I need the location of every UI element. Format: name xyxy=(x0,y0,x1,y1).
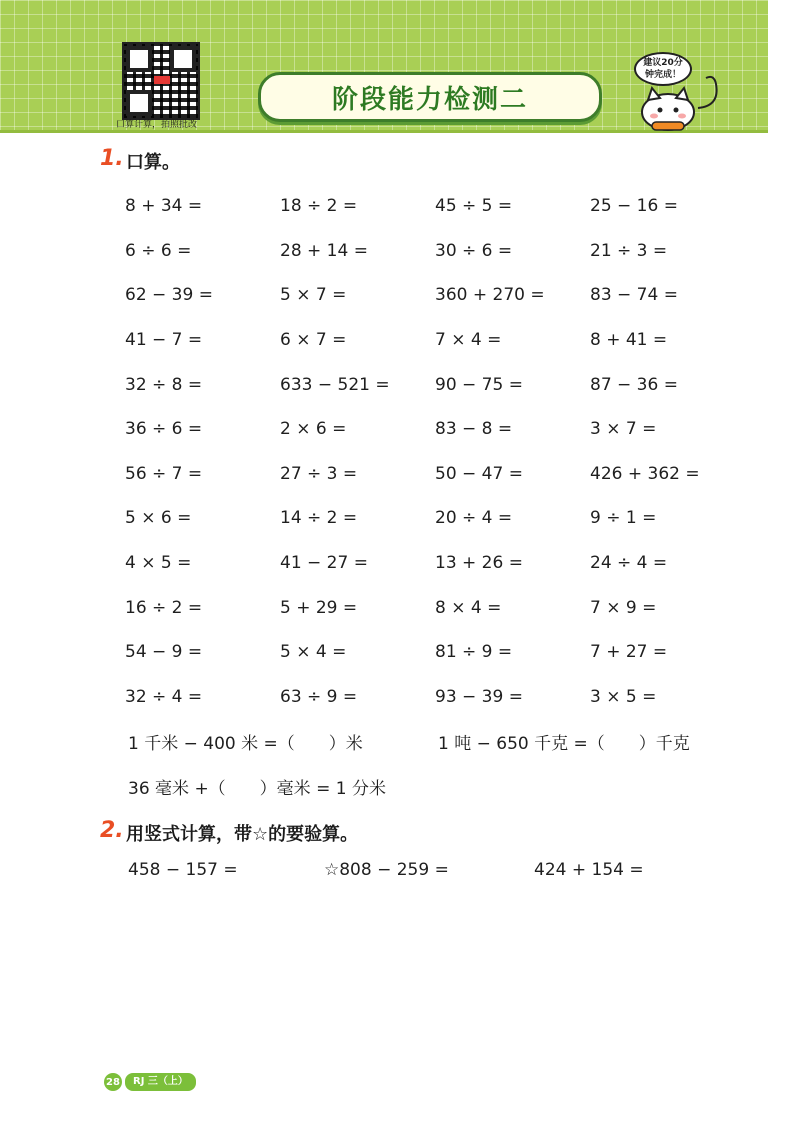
problem-item: 54 − 9 = xyxy=(125,642,203,663)
problem-item: 9 ÷ 1 = xyxy=(590,508,657,529)
problem-row xyxy=(125,318,745,363)
vertical-calc-item: 458 − 157 = xyxy=(128,860,238,880)
problem-item: 45 ÷ 5 = xyxy=(435,196,513,217)
problem-item: 30 ÷ 6 = xyxy=(435,240,513,261)
problem-row xyxy=(125,585,745,630)
problem-item: 20 ÷ 4 = xyxy=(435,508,513,529)
qr-caption: 口算计算，拍照批改 xyxy=(116,120,198,130)
problem-item: 32 ÷ 8 = xyxy=(125,374,203,395)
problem-row xyxy=(125,630,745,675)
problem-row xyxy=(125,407,745,452)
problem-item: 13 + 26 = xyxy=(435,553,523,574)
problem-item: 5 + 29 = xyxy=(280,597,358,618)
page-number: 28 xyxy=(104,1073,122,1091)
problem-item: 18 ÷ 2 = xyxy=(280,196,358,217)
vertical-calc-item: 424 + 154 = xyxy=(534,860,644,880)
qr-finder-pattern xyxy=(170,46,196,72)
mental-math-grid xyxy=(125,184,745,719)
problem-item: 56 ÷ 7 = xyxy=(125,463,203,484)
problem-item: 28 + 14 = xyxy=(280,240,368,261)
section-title: 口算。 xyxy=(126,152,180,173)
problem-item: 63 ÷ 9 = xyxy=(280,686,358,707)
problem-item: 21 ÷ 3 = xyxy=(590,240,668,261)
problem-row xyxy=(125,229,745,274)
problem-item: 83 − 74 = xyxy=(590,285,678,306)
problem-item: 27 ÷ 3 = xyxy=(280,463,358,484)
problem-item: 3 × 5 = xyxy=(590,686,657,707)
section-title: 用竖式计算，带☆的要验算。 xyxy=(126,824,359,845)
problem-item: 7 × 4 = xyxy=(435,330,502,351)
problem-row xyxy=(125,541,745,586)
problem-item: 8 × 4 = xyxy=(435,597,502,618)
problem-item: 83 − 8 = xyxy=(435,419,513,440)
problem-item: 5 × 6 = xyxy=(125,508,192,529)
problem-item: 7 × 9 = xyxy=(590,597,657,618)
problem-row xyxy=(125,496,745,541)
page-title: 阶段能力检测二 xyxy=(331,84,528,115)
problem-row xyxy=(125,362,745,407)
unit-problem: 1 吨 − 650 千克 =（ ）千克 xyxy=(438,734,690,754)
qr-finder-pattern xyxy=(126,46,152,72)
problem-item: 41 − 7 = xyxy=(125,330,203,351)
page-footer xyxy=(104,1073,196,1091)
qr-finder-pattern xyxy=(126,90,152,116)
problem-item: 426 + 362 = xyxy=(590,463,700,484)
edition-label: RJ 三（上） xyxy=(125,1073,196,1091)
problem-item: 87 − 36 = xyxy=(590,374,678,395)
vertical-calc-items xyxy=(128,860,748,890)
problem-item: 6 ÷ 6 = xyxy=(125,240,192,261)
problem-item: 6 × 7 = xyxy=(280,330,347,351)
problem-item: 633 − 521 = xyxy=(280,374,390,395)
problem-item: 36 ÷ 6 = xyxy=(125,419,203,440)
problem-row xyxy=(125,452,745,497)
problem-item: 8 + 34 = xyxy=(125,196,203,217)
problem-item: 5 × 4 = xyxy=(280,642,347,663)
problem-item: 32 ÷ 4 = xyxy=(125,686,203,707)
problem-item: 4 × 5 = xyxy=(125,553,192,574)
problem-item: 360 + 270 = xyxy=(435,285,545,306)
problem-item: 7 + 27 = xyxy=(590,642,668,663)
problem-item: 5 × 7 = xyxy=(280,285,347,306)
problem-item: 16 ÷ 2 = xyxy=(125,597,203,618)
problem-row xyxy=(125,273,745,318)
section-number: 2. xyxy=(100,818,124,843)
problem-item: 41 − 27 = xyxy=(280,553,368,574)
qr-code-icon[interactable] xyxy=(122,42,200,120)
qr-logo xyxy=(154,76,170,84)
problem-item: 81 ÷ 9 = xyxy=(435,642,513,663)
problem-row xyxy=(125,184,745,229)
tip-bubble: 建议20分钟完成！ xyxy=(634,52,692,86)
problem-item: 8 + 41 = xyxy=(590,330,668,351)
problem-row xyxy=(125,675,745,720)
vertical-calc-item: ☆808 − 259 = xyxy=(324,860,449,880)
section-number: 1. xyxy=(100,146,124,171)
page-title-pill xyxy=(258,72,602,122)
problem-item: 50 − 47 = xyxy=(435,463,523,484)
problem-item: 93 − 39 = xyxy=(435,686,523,707)
problem-item: 14 ÷ 2 = xyxy=(280,508,358,529)
problem-item: 3 × 7 = xyxy=(590,419,657,440)
unit-problem: 1 千米 − 400 米 =（ ）米 xyxy=(128,734,363,754)
unit-problem: 36 毫米 +（ ）毫米 = 1 分米 xyxy=(128,779,386,799)
problem-item: 24 ÷ 4 = xyxy=(590,553,668,574)
problem-item: 62 − 39 = xyxy=(125,285,213,306)
problem-item: 25 − 16 = xyxy=(590,196,678,217)
problem-item: 90 − 75 = xyxy=(435,374,523,395)
problem-item: 2 × 6 = xyxy=(280,419,347,440)
